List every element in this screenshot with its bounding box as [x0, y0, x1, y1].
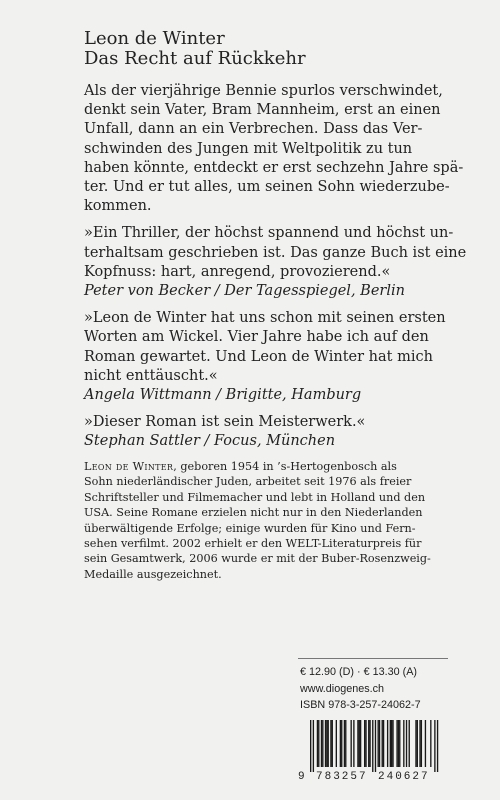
- barcode-bar: [341, 720, 342, 767]
- bio-text: , geboren 1954 in ’s-Hertogenbosch als: [173, 460, 397, 473]
- blurb-line: denkt sein Vater, Bram Mannheim, erst an einen: [84, 102, 441, 119]
- barcode-bar: [387, 720, 388, 767]
- barcode-bar: [430, 720, 431, 767]
- publisher-info: [300, 664, 470, 714]
- barcode-bar: [357, 720, 358, 767]
- barcode-digit-group-right: 240627: [378, 771, 430, 783]
- barcode-bar: [313, 720, 314, 772]
- barcode-bar: [382, 720, 383, 767]
- quote-line: »Dieser Roman ist sein Meisterwerk.«: [84, 414, 366, 431]
- barcode-bar: [351, 720, 352, 767]
- website-link: www.diogenes.ch: [300, 682, 385, 695]
- bio-line: [84, 459, 424, 474]
- barcode-bar: [330, 720, 331, 767]
- barcode-bar: [406, 720, 407, 767]
- quote-line: »Ein Thriller, der höchst spannend und höchst un-: [84, 225, 454, 242]
- barcode-bar: [403, 720, 404, 767]
- barcode-bar: [415, 720, 416, 767]
- barcode-bar: [336, 720, 337, 767]
- quote-attribution: Stephan Sattler / Focus, München: [84, 433, 336, 450]
- barcode-bar: [318, 720, 319, 767]
- review-quote: [84, 309, 446, 405]
- barcode-bar: [368, 720, 369, 767]
- barcode-bar: [409, 720, 410, 767]
- quote-line: nicht enttäuscht.«: [84, 367, 218, 384]
- barcode-bar: [391, 720, 392, 767]
- barcode-bar: [372, 720, 373, 772]
- bio-line: überwältigende Erfolge; einige wurden für Kino und Fern-: [84, 521, 416, 535]
- barcode-digit-lead: 9: [298, 771, 305, 783]
- barcode-bar: [332, 720, 333, 767]
- barcode-bar: [392, 720, 393, 767]
- barcode-bar: [379, 720, 380, 767]
- bio-line: sein Gesamtwerk, 2006 wurde er mit der Buber-Rosenzweig-: [84, 552, 431, 566]
- barcode-bar: [328, 720, 329, 767]
- barcode-bar: [421, 720, 422, 767]
- barcode-bar: [364, 720, 365, 767]
- barcode-bar: [325, 720, 326, 767]
- quote-line: terhaltsam geschrieben ist. Das ganze Buch ist eine: [84, 244, 467, 261]
- barcode-bar: [353, 720, 354, 767]
- barcode-bar: [317, 720, 318, 767]
- blurb-and-quotes: [84, 82, 467, 460]
- book-title: Das Recht auf Rückkehr: [84, 48, 306, 69]
- barcode-bar: [344, 720, 345, 767]
- blurb-line: schwinden des Jungen mit Weltpolitik zu tun: [84, 140, 413, 157]
- barcode-bar: [437, 720, 438, 772]
- blurb-line: Unfall, dann an ein Verbrechen. Dass das Ver-: [84, 121, 423, 138]
- barcode-bar: [390, 720, 391, 767]
- barcode-bar: [360, 720, 361, 767]
- blurb-line: ter. Und er tut alles, um seinen Sohn wiederzube-: [84, 179, 450, 196]
- bio-line: sehen verfilmt. 2002 erhielt er den WELT-Literaturpreis für: [84, 537, 422, 551]
- barcode-bar: [369, 720, 370, 767]
- author-name: Leon de Winter: [84, 28, 225, 49]
- quote-attribution: Angela Wittmann / Brigitte, Hamburg: [84, 387, 362, 404]
- barcode-bars: [298, 720, 448, 772]
- barcode-bar: [375, 720, 376, 772]
- barcode-bar: [399, 720, 400, 767]
- barcode-bar: [425, 720, 426, 767]
- quote-line: Roman gewartet. Und Leon de Winter hat mich: [84, 348, 433, 365]
- blurb-line: Als der vierjährige Bennie spurlos verschwindet,: [84, 83, 443, 99]
- cover-heading: [84, 29, 424, 69]
- barcode-bar: [365, 720, 366, 767]
- barcode-digit-group-left: 783257: [316, 771, 368, 783]
- blurb-line: haben könnte, entdeckt er erst sechzehn Jahre spä-: [84, 159, 464, 176]
- review-quote: [84, 413, 424, 451]
- barcode-bar: [396, 720, 397, 767]
- review-quote: [84, 224, 467, 301]
- bio-author-name: Leon de Winter: [84, 460, 174, 473]
- barcode-bar: [434, 720, 435, 772]
- barcode-bar: [322, 720, 323, 767]
- blurb: [84, 82, 464, 216]
- bio-line: Sohn niederländischer Juden, arbeitet seit 1976 als freier: [84, 475, 412, 489]
- quote-line: »Leon de Winter hat uns schon mit seinen ersten: [84, 310, 446, 327]
- bio-line: Medaille ausgezeichnet.: [84, 567, 222, 581]
- barcode-bar: [340, 720, 341, 767]
- bio-line: Schriftsteller und Filmemacher und lebt in Holland und den: [84, 490, 426, 504]
- barcode-bar: [310, 720, 311, 772]
- price-label: € 12.90 (D) · € 13.30 (A): [300, 666, 418, 678]
- blurb-line: kommen.: [84, 198, 152, 215]
- author-bio: [84, 459, 431, 582]
- barcode-bar: [378, 720, 379, 767]
- barcode-bar: [359, 720, 360, 767]
- barcode-bar: [398, 720, 399, 767]
- price-divider: [298, 658, 448, 659]
- bio-line: USA. Seine Romane erzielen nicht nur in den Niederlanden: [84, 506, 423, 520]
- barcode-bar: [345, 720, 346, 767]
- quote-line: Kopfnuss: hart, anregend, provozierend.«: [84, 263, 391, 280]
- barcode-bar: [419, 720, 420, 767]
- barcode-bar: [417, 720, 418, 767]
- barcode-bar: [321, 720, 322, 767]
- quote-line: Worten am Wickel. Vier Jahre habe ich auf den: [84, 329, 429, 346]
- quote-attribution: Peter von Becker / Der Tagesspiegel, Berlin: [84, 283, 405, 300]
- barcode-bar: [383, 720, 384, 767]
- barcode-bar: [326, 720, 327, 767]
- isbn-label: ISBN 978-3-257-24062-7: [300, 699, 421, 711]
